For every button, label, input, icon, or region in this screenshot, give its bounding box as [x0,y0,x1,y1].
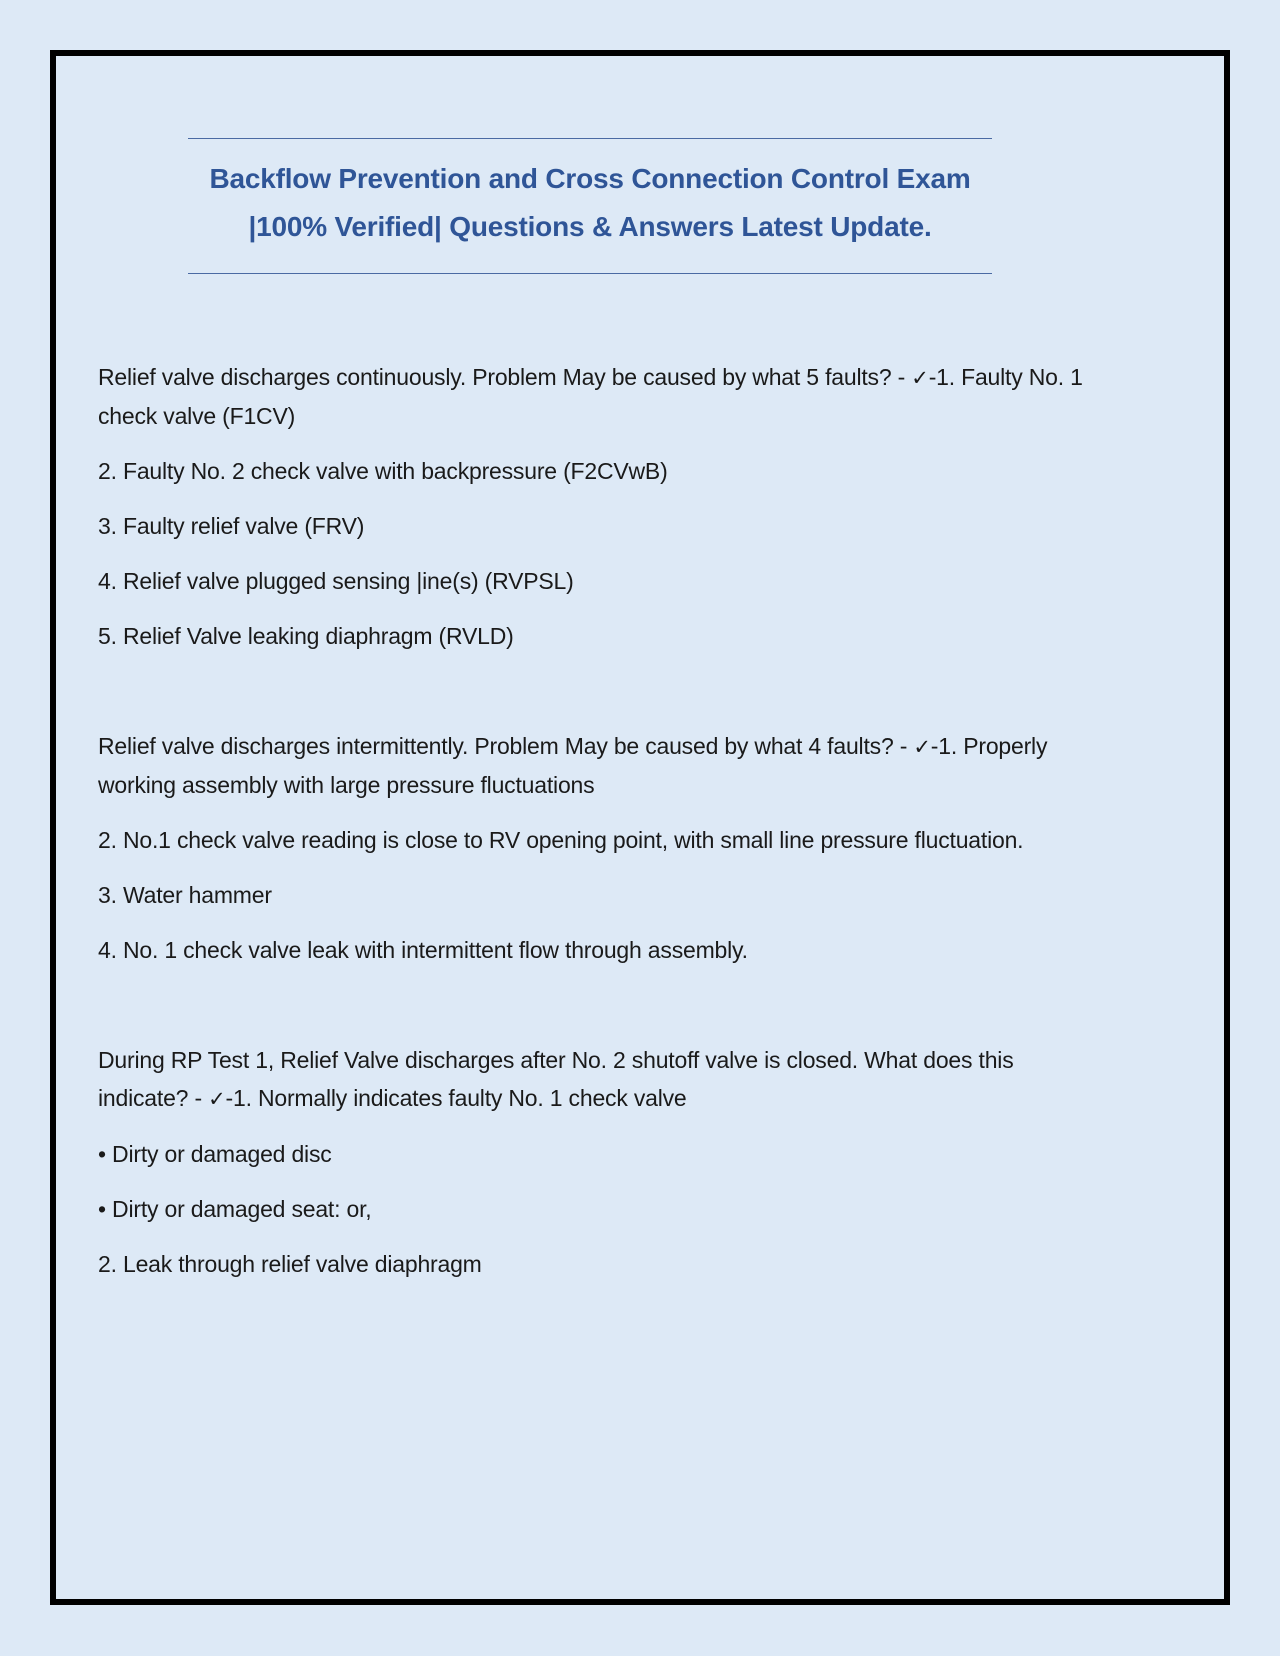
document-body [98,358,1108,1355]
answer-item: 3. Faulty relief valve (FRV) [98,513,365,539]
document-title [188,139,992,273]
title-block [188,138,992,274]
qa-block-3 [98,1041,1108,1283]
question-text: Relief valve discharges intermittently. Problem May be caused by what 4 faults? - [98,733,914,759]
answer-item: 2. No.1 check valve reading is close to RV opening point, with small line pressure fluctuation. [98,827,1024,853]
title-rule-bottom [188,273,992,274]
answer-item: • Dirty or damaged seat: or, [98,1196,372,1222]
answer-item: 3. Water hammer [98,882,272,908]
qa-block-2 [98,727,1108,969]
answer-item: 5. Relief Valve leaking diaphragm (RVLD) [98,623,514,649]
answer-item: 2. Leak through relief valve diaphragm [98,1251,482,1277]
question-text: During RP Test 1, Relief Valve discharges after No. 2 shutoff valve is closed. What does this indicate? - [98,1047,1014,1111]
check-icon: ✓ [208,1087,226,1111]
check-icon: ✓ [913,735,931,759]
question-text: Relief valve discharges continuously. Problem May be caused by what 5 faults? - [98,364,912,390]
answer-text: -1. Properly working assembly with large pressure fluctuations [98,733,1048,798]
answer-text: -1. Normally indicates faulty No. 1 check valve [225,1085,687,1111]
qa-question [98,1041,1108,1118]
answer-item: 2. Faulty No. 2 check valve with backpressure (F2CVwB) [98,458,668,484]
answer-item: 4. Relief valve plugged sensing |ine(s) (RVPSL) [98,568,574,594]
qa-question [98,358,1108,435]
answer-item: • Dirty or damaged disc [98,1141,332,1167]
check-icon: ✓ [911,366,929,390]
answer-item: 4. No. 1 check valve leak with intermittent flow through assembly. [98,937,748,963]
title-line-1: Backflow Prevention and Cross Connection Control Exam [209,163,971,194]
answer-text: -1. Faulty No. 1 check valve (F1CV) [98,364,1083,429]
qa-block-1 [98,358,1108,655]
qa-question [98,727,1108,804]
title-line-2: |100% Verified| Questions & Answers Latest Update. [248,211,932,242]
